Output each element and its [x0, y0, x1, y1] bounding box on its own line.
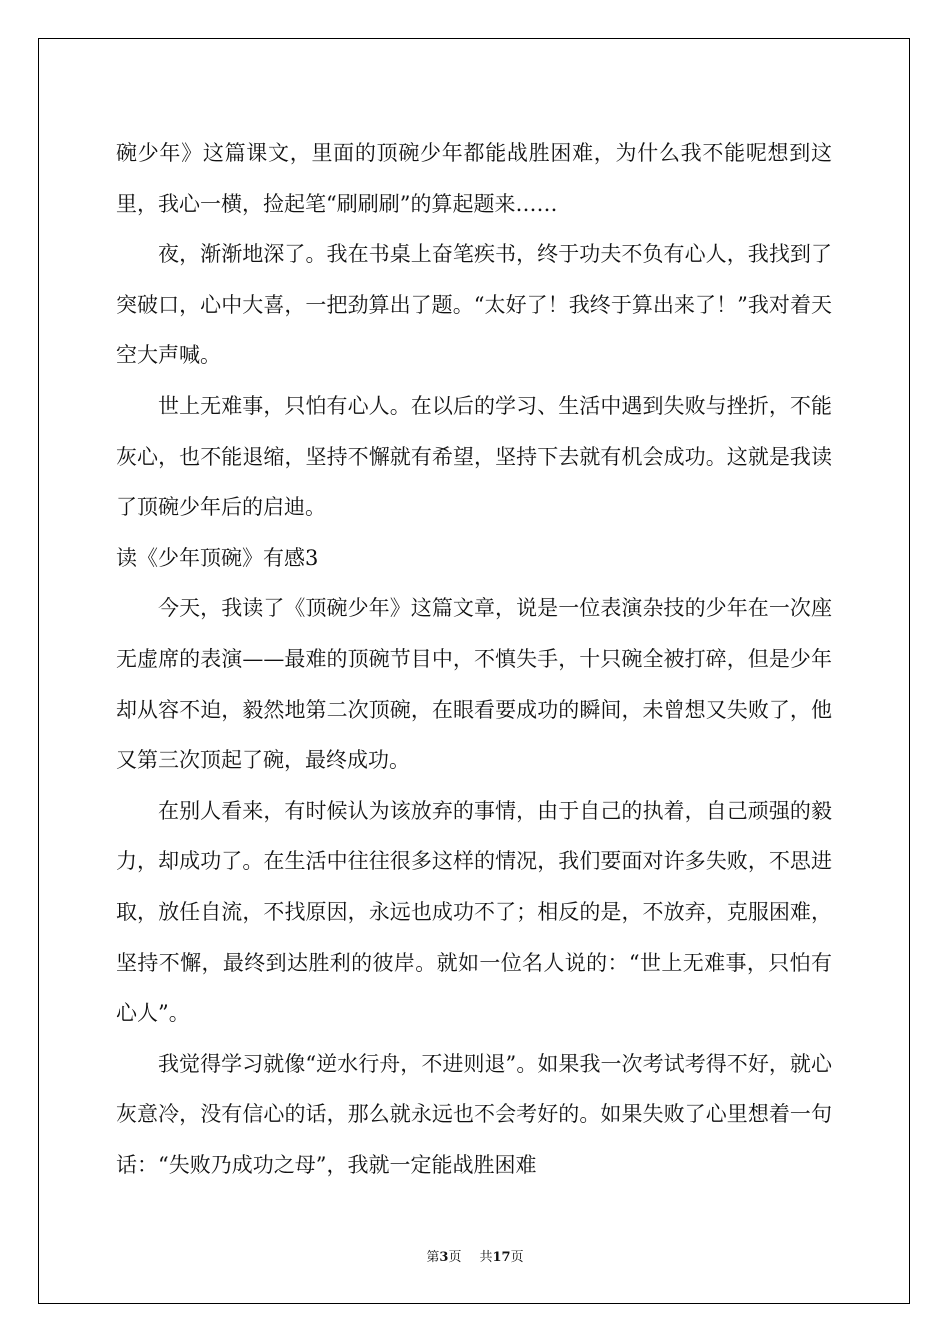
total-suffix: 页 — [510, 1250, 524, 1265]
page-number: 3 — [439, 1250, 449, 1265]
total-pages: 17 — [492, 1250, 511, 1265]
paragraph-5: 在别人看来，有时候认为该放弃的事情，由于自己的执着，自己顽强的毅力，却成功了。在生活中往往很多这样的情况，我们要面对许多失败，不思进取，放任自流，不找原因，永远也成功不了；相反的是，不放弃，克服困难，坚持不懈，最终到达胜利的彼岸。就如一位名人说的：“世上无难事，只怕有心人”。 — [116, 798, 832, 1026]
paragraph-4: 今天，我读了《顶碗少年》这篇文章，说是一位表演杂技的少年在一次座无虚席的表演——最难的顶碗节目中，不慎失手，十只碗全被打碎，但是少年却从容不迫，毅然地第二次顶碗，在眼看要成功的瞬间，未曾想又失败了，他又第三次顶起了碗，最终成功。 — [116, 596, 832, 773]
document-body — [116, 128, 832, 1190]
page-footer — [0, 1246, 950, 1265]
paragraph-3: 世上无难事，只怕有心人。在以后的学习、生活中遇到失败与挫折，不能灰心，也不能退缩，坚持不懈就有希望，坚持下去就有机会成功。这就是我读了顶碗少年后的启迪。 — [116, 393, 832, 520]
paragraph-1: 碗少年》这篇课文，里面的顶碗少年都能战胜困难，为什么我不能呢想到这里，我心一横，捡起笔“刷刷刷”的算起题来…… — [116, 141, 832, 216]
page-prefix: 第 — [426, 1250, 440, 1265]
page-suffix: 页 — [448, 1250, 462, 1265]
paragraph-2: 夜，渐渐地深了。我在书桌上奋笔疾书，终于功夫不负有心人，我找到了突破口，心中大喜，一把劲算出了题。“太好了！我终于算出来了！”我对着天空大声喊。 — [116, 242, 832, 368]
paragraph-6: 我觉得学习就像“逆水行舟，不进则退”。如果我一次考试考得不好，就心灰意冷，没有信心的话，那么就永远也不会考好的。如果失败了心里想着一句话：“失败乃成功之母”，我就一定能战胜困难 — [116, 1051, 832, 1177]
total-prefix: 共 — [479, 1250, 493, 1265]
section-heading: 读《少年顶碗》有感3 — [116, 545, 319, 570]
